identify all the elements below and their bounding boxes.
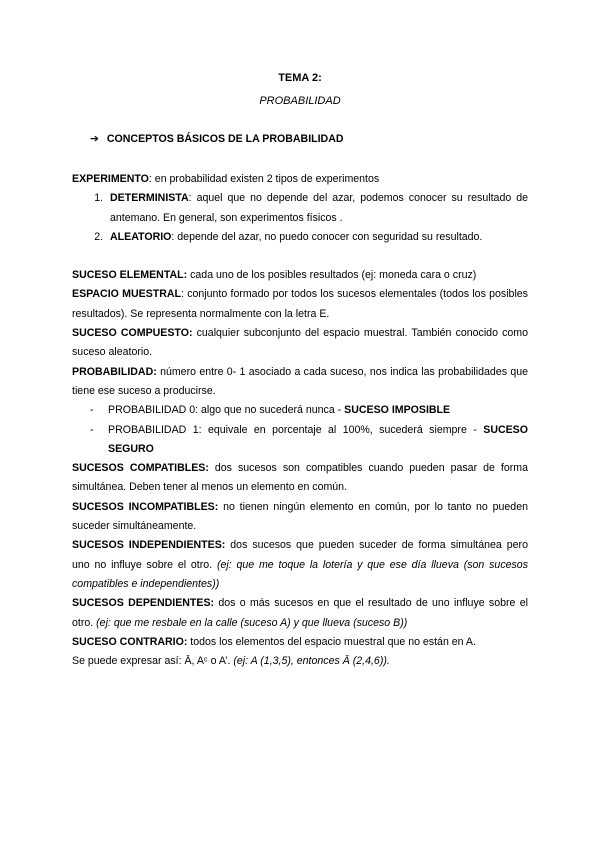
definition-incompatibles: [72, 498, 528, 537]
term: ALEATORIO: [110, 230, 172, 243]
item-bold: SUCESO SEGURO: [108, 423, 528, 455]
experiment-types-list: [72, 189, 528, 247]
example-text: (ej: que me resbale en la calle (suceso A) y que llueva (suceso B)): [96, 616, 408, 629]
arrow-icon: ➔: [90, 133, 99, 145]
definition-text: no tienen ningún elemento en común, por lo tanto no pueden suceder simultáneamente.: [72, 500, 528, 533]
definition-text: : en probabilidad existen 2 tipos de experimentos: [148, 173, 380, 185]
definition-suceso-compuesto: [72, 324, 528, 363]
definition-experimento: [72, 170, 528, 189]
definition-text: : depende del azar, no puedo conocer con seguridad su resultado.: [171, 230, 483, 243]
definition-text: dos o más sucesos en que el resultado de uno influye sobre el otro.: [72, 597, 528, 629]
definition-text: : conjunto formado por todos los sucesos elementales (todos los posibles resultados). Se representa normalmente con la letra E.: [72, 288, 528, 320]
definition-text: : aquel que no depende del azar, podemos conocer su resultado de antemano. En general, son experimentos físicos .: [110, 192, 528, 224]
page-subtitle: PROBABILIDAD: [259, 95, 341, 107]
page-title: TEMA 2:: [278, 72, 322, 84]
term: SUCESOS INCOMPATIBLES:: [72, 500, 219, 513]
probability-list: [72, 401, 528, 459]
item-text: PROBABILIDAD 0: algo que no sucederá nunca -: [108, 404, 345, 417]
term: EXPERIMENTO: [72, 173, 149, 185]
definition-text: número entre 0- 1 asociado a cada suceso, nos indica las probabilidades que tiene ese suceso a producirse.: [72, 365, 528, 397]
example-text: (ej: A (1,3,5), entonces Ā (2,4,6)).: [233, 655, 390, 668]
definition-espacio-muestral: [72, 285, 528, 324]
term: SUCESO COMPUESTO:: [72, 327, 193, 340]
item-bold: SUCESO IMPOSIBLE: [344, 404, 451, 417]
term: SUCESO ELEMENTAL:: [72, 269, 188, 282]
definition-text: cada uno de los posibles resultados (ej: moneda cara o cruz): [187, 269, 477, 282]
term: DETERMINISTA: [110, 192, 189, 205]
term: PROBABILIDAD:: [72, 365, 157, 378]
section-heading: [90, 133, 344, 145]
definition-text: dos sucesos que pueden suceder de forma simultánea pero uno no influye sobre el otro.: [72, 539, 528, 571]
term: SUCESO CONTRARIO:: [72, 635, 188, 648]
item-text: PROBABILIDAD 1: equivale en porcentaje al 100%, sucederá siempre -: [108, 423, 484, 436]
definition-probabilidad: [72, 363, 528, 402]
list-item: [106, 189, 528, 228]
term: SUCESOS COMPATIBLES:: [72, 462, 209, 475]
contrario-notation: [72, 652, 528, 671]
definition-text: dos sucesos son compatibles cuando pueden pasar de forma simultánea. Deben tener al menos un elemento en común.: [72, 462, 528, 494]
term: SUCESOS DEPENDIENTES:: [72, 597, 215, 610]
list-item: [106, 228, 528, 247]
document-body: [72, 170, 528, 671]
definition-text: todos los elementos del espacio muestral que no están en A.: [187, 635, 476, 648]
spacer: [72, 247, 528, 266]
definition-compatibles: [72, 459, 528, 498]
definition-dependientes: [72, 594, 528, 633]
example-text: (ej: que me toque la lotería y que ese día llueva (son sucesos compatibles e independientes)): [72, 558, 528, 590]
definition-contrario: [72, 633, 528, 652]
definition-suceso-elemental: [72, 266, 528, 285]
list-item: [72, 421, 528, 460]
notation-text: Se puede expresar así: Ā, Aᶜ o A’.: [72, 655, 234, 668]
term: SUCESOS INDEPENDIENTES:: [72, 539, 226, 552]
section-heading-text: CONCEPTOS BÁSICOS DE LA PROBABILIDAD: [106, 133, 344, 145]
definition-independientes: [72, 536, 528, 594]
term: ESPACIO MUESTRAL: [72, 288, 181, 301]
list-item: [72, 401, 528, 420]
definition-text: cualquier subconjunto del espacio muestral. También conocido como suceso aleatorio.: [72, 327, 529, 359]
